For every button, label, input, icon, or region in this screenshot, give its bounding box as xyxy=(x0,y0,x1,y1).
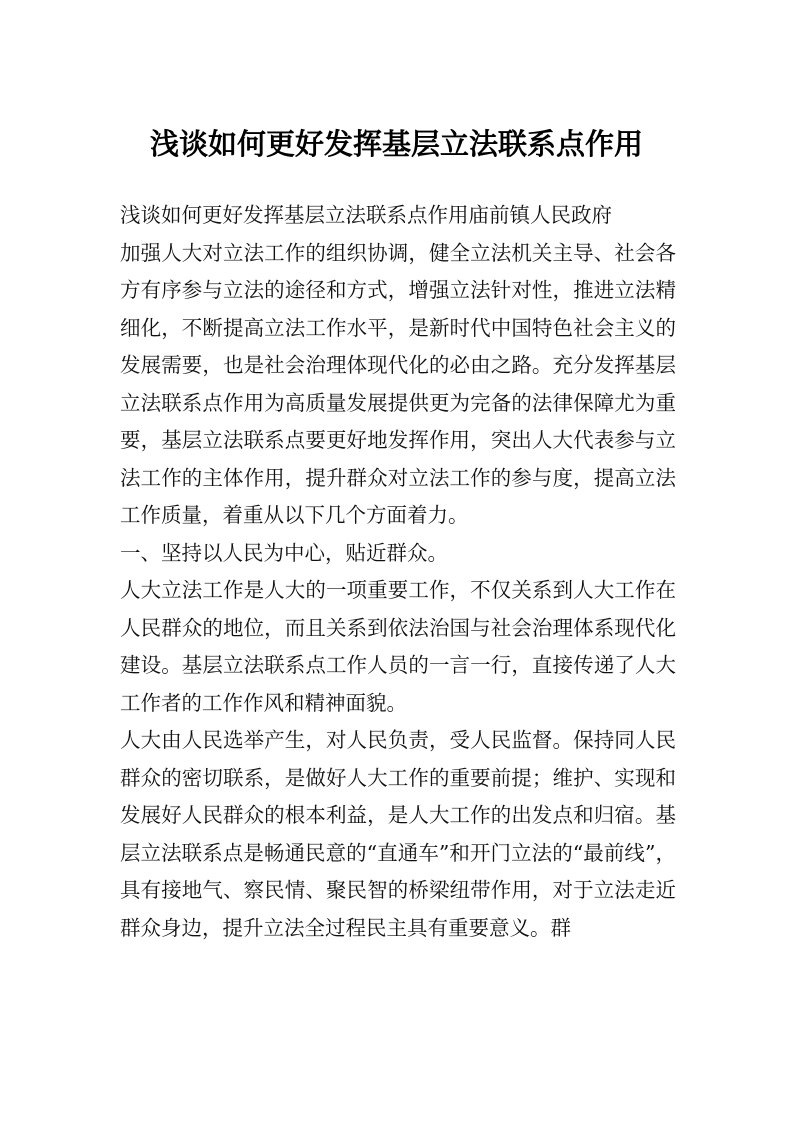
paragraph-intro: 加强人大对立法工作的组织协调，健全立法机关主导、社会各方有序参与立法的途径和方式，增强立法针对性，推进立法精细化，不断提高立法工作水平，是新时代中国特色社会主义的发展需要，也是社会治理体现代化的必由之路。充分发挥基层立法联系点作用为高质量发展提供更为完备的法律保障尤为重要，基层立法联系点要更好地发挥作用，突出人大代表参与立法工作的主体作用，提升群众对立法工作的参与度，提高立法工作质量，着重从以下几个方面着力。 xyxy=(120,240,676,527)
paragraph-body: 人大立法工作是人大的一项重要工作，不仅关系到人大工作在人民群众的地位，而且关系到依法治国与社会治理体系现代化建设。基层立法联系点工作人员的一言一行，直接传递了人大工作者的工作作风和精神面貌。 xyxy=(120,578,676,715)
section-heading: 一、坚持以人民为中心，贴近群众。 xyxy=(120,540,448,565)
document-body xyxy=(120,197,676,947)
paragraph-subtitle: 浅谈如何更好发挥基层立法联系点作用庙前镇人民政府 xyxy=(120,203,612,227)
document-title: 浅谈如何更好发挥基层立法联系点作用 xyxy=(149,127,643,161)
paragraph-body: 人大由人民选举产生，对人民负责，受人民监督。保持同人民群众的密切联系，是做好人大工作的重要前提；维护、实现和发展好人民群众的根本利益，是人大工作的出发点和归宿。基层立法联系点是畅通民意的“直通车”和开门立法的“最前线”，具有接地气、察民情、聚民智的桥梁纽带作用，对于立法走近群众身边，提升立法全过程民主具有重要意义。群 xyxy=(120,728,676,940)
